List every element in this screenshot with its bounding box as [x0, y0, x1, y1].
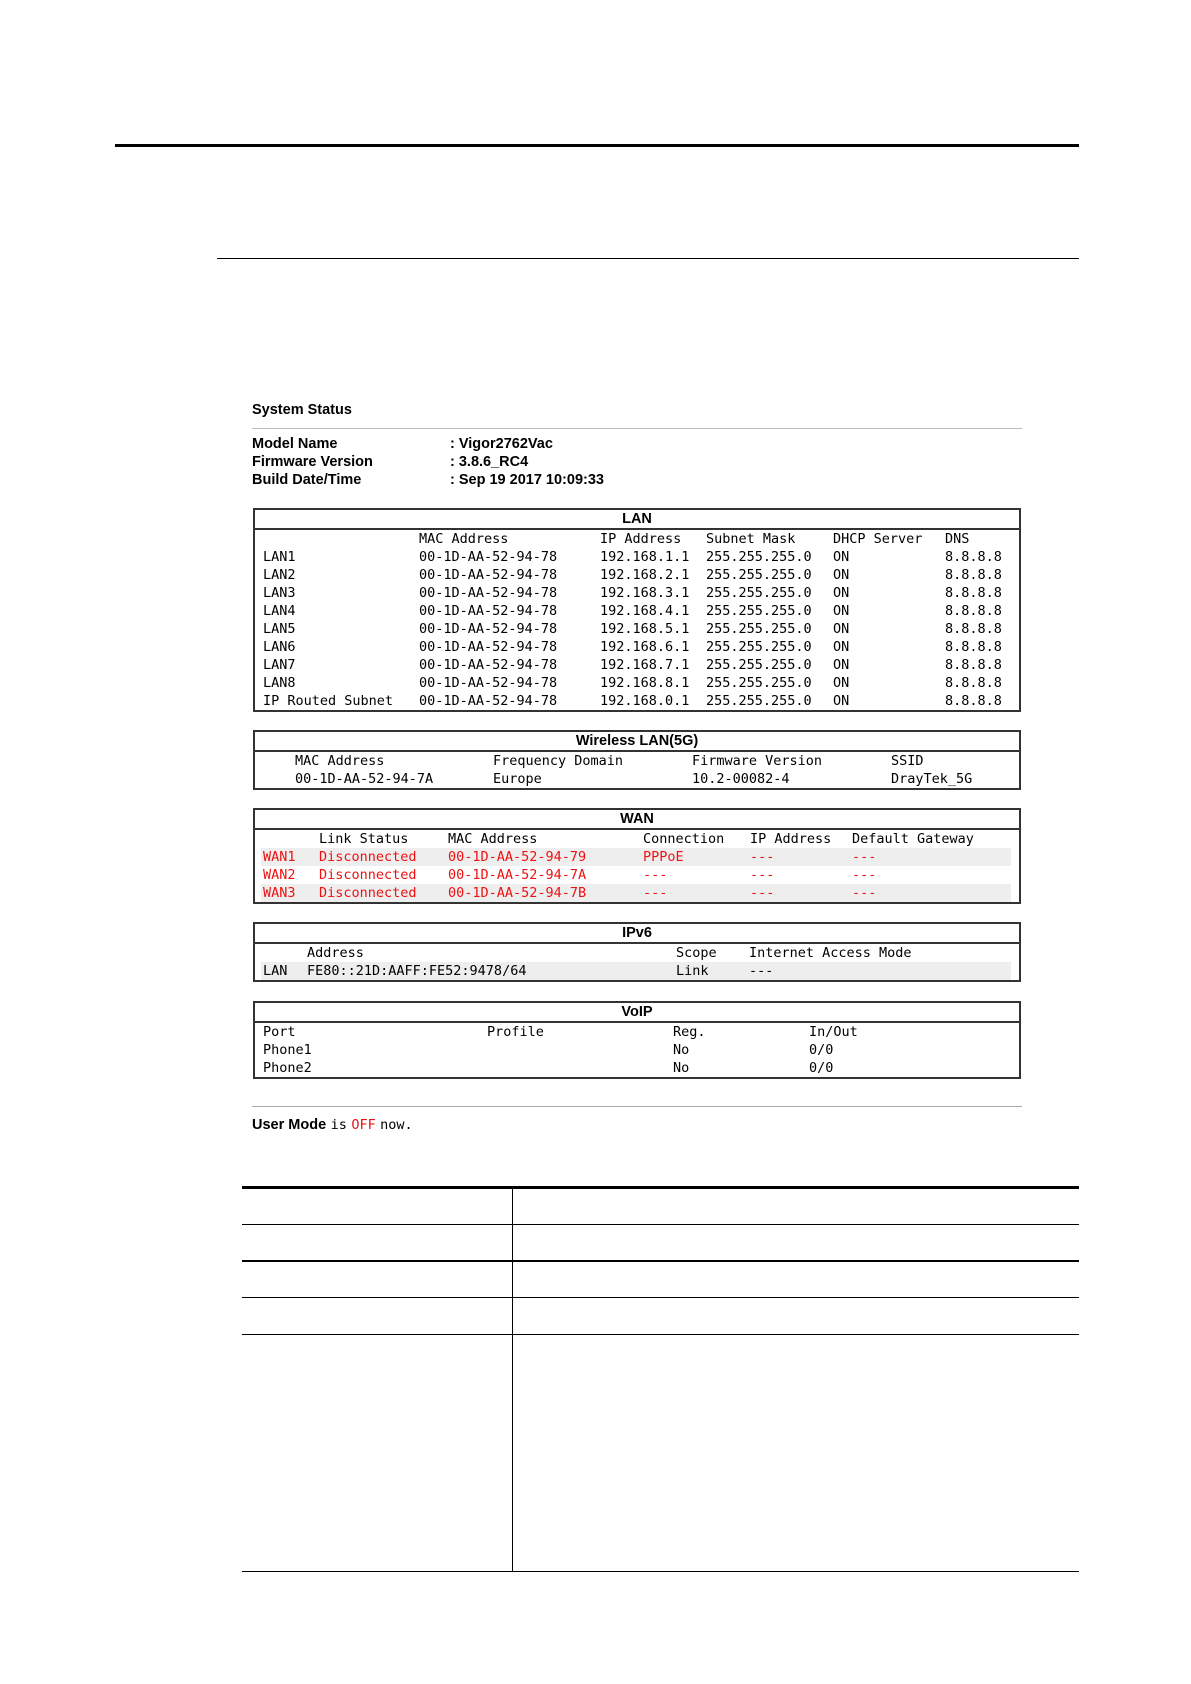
lan-name: LAN7 [263, 657, 296, 673]
wlan-header-ssid: SSID [891, 753, 924, 769]
voip-port: Phone1 [263, 1042, 312, 1058]
wan-header-link: Link Status [319, 831, 409, 847]
lan-ip: 192.168.1.1 [600, 549, 690, 565]
wlan-header-freq: Frequency Domain [493, 753, 624, 769]
ipv6-iface: LAN [263, 963, 288, 979]
lan-dhcp: ON [833, 639, 850, 655]
system-status-title: System Status [252, 402, 352, 418]
lan-mask: 255.255.255.0 [706, 585, 812, 601]
lan-dhcp: ON [833, 693, 850, 709]
voip-port: Phone2 [263, 1060, 312, 1076]
wlan-header-row [255, 752, 1019, 770]
user-mode-suffix: now. [380, 1117, 413, 1133]
lan-dns: 8.8.8.8 [945, 549, 1002, 565]
lan-dhcp: ON [833, 621, 850, 637]
wlan-ssid: DrayTek_5G [891, 771, 973, 787]
table-row [255, 692, 1019, 710]
table-row [255, 770, 1019, 788]
lan-header-row [255, 530, 1019, 548]
lan-name: LAN4 [263, 603, 296, 619]
lan-dns: 8.8.8.8 [945, 567, 1002, 583]
voip-reg: No [673, 1060, 690, 1076]
ipv6-mode: --- [749, 963, 774, 979]
lan-mac: 00-1D-AA-52-94-78 [419, 585, 558, 601]
table-row [261, 848, 1011, 866]
lan-dns: 8.8.8.8 [945, 639, 1002, 655]
ipv6-header-address: Address [307, 945, 364, 961]
table-row [255, 602, 1019, 620]
wan-gw: --- [852, 885, 877, 901]
wan-link: Disconnected [319, 867, 417, 883]
lan-mac: 00-1D-AA-52-94-78 [419, 549, 558, 565]
wan-mac: 00-1D-AA-52-94-7B [448, 885, 587, 901]
lan-name: LAN6 [263, 639, 296, 655]
wlan-mac: 00-1D-AA-52-94-7A [295, 771, 434, 787]
lan-dns: 8.8.8.8 [945, 585, 1002, 601]
lan-ip: 192.168.7.1 [600, 657, 690, 673]
lan-ip: 192.168.3.1 [600, 585, 690, 601]
voip-panel-title: VoIP [255, 1003, 1019, 1023]
table-rule [242, 1571, 1079, 1572]
voip-header-port: Port [263, 1024, 296, 1040]
wan-header-mac: MAC Address [448, 831, 538, 847]
lan-name: LAN2 [263, 567, 296, 583]
wan-header-ip: IP Address [750, 831, 832, 847]
lan-dhcp: ON [833, 603, 850, 619]
wan-header-conn: Connection [643, 831, 725, 847]
lan-dns: 8.8.8.8 [945, 693, 1002, 709]
table-rule [242, 1186, 1079, 1189]
wan-name: WAN2 [263, 867, 296, 883]
wan-ip: --- [750, 867, 775, 883]
table-row [255, 548, 1019, 566]
wan-ip: --- [750, 849, 775, 865]
wlan-panel [253, 730, 1021, 790]
lan-mask: 255.255.255.0 [706, 567, 812, 583]
lan-mac: 00-1D-AA-52-94-78 [419, 621, 558, 637]
lan-mac: 00-1D-AA-52-94-78 [419, 675, 558, 691]
ipv6-header-row [255, 944, 1019, 962]
lan-ip: 192.168.6.1 [600, 639, 690, 655]
table-row [255, 1041, 1019, 1059]
lan-dhcp: ON [833, 549, 850, 565]
user-mode-is: is [330, 1117, 347, 1133]
table-row [261, 884, 1011, 902]
info-label: Build Date/Time [252, 472, 362, 488]
voip-inout: 0/0 [809, 1060, 834, 1076]
lan-mask: 255.255.255.0 [706, 621, 812, 637]
lan-ip: 192.168.5.1 [600, 621, 690, 637]
voip-reg: No [673, 1042, 690, 1058]
lan-mac: 00-1D-AA-52-94-78 [419, 639, 558, 655]
lan-ip: 192.168.0.1 [600, 693, 690, 709]
wan-conn: --- [643, 867, 668, 883]
table-row [255, 620, 1019, 638]
table-rule [242, 1334, 1079, 1335]
lan-panel-title: LAN [255, 510, 1019, 530]
lan-mask: 255.255.255.0 [706, 675, 812, 691]
lan-dns: 8.8.8.8 [945, 675, 1002, 691]
ipv6-address: FE80::21D:AAFF:FE52:9478/64 [307, 963, 527, 979]
lan-mask: 255.255.255.0 [706, 657, 812, 673]
page-top-rule [115, 144, 1079, 147]
wlan-header-fw: Firmware Version [692, 753, 823, 769]
lan-mask: 255.255.255.0 [706, 693, 812, 709]
lan-mask: 255.255.255.0 [706, 603, 812, 619]
wan-conn: PPPoE [643, 849, 684, 865]
table-column-divider [512, 1186, 513, 1572]
user-mode-label: User Mode [252, 1117, 327, 1133]
lan-dhcp: ON [833, 567, 850, 583]
wan-name: WAN3 [263, 885, 296, 901]
info-label: Model Name [252, 436, 338, 452]
wan-ip: --- [750, 885, 775, 901]
wan-name: WAN1 [263, 849, 296, 865]
table-row [255, 656, 1019, 674]
table-row [255, 674, 1019, 692]
info-value: : Vigor2762Vac [450, 436, 553, 452]
voip-header-row [255, 1023, 1019, 1041]
user-mode-status [252, 1117, 413, 1133]
table-row [261, 962, 1011, 980]
table-rule [242, 1260, 1079, 1262]
lan-mac: 00-1D-AA-52-94-78 [419, 693, 558, 709]
wlan-freq: Europe [493, 771, 542, 787]
wlan-fw: 10.2-00082-4 [692, 771, 790, 787]
lan-mac: 00-1D-AA-52-94-78 [419, 603, 558, 619]
wan-mac: 00-1D-AA-52-94-79 [448, 849, 587, 865]
lan-ip: 192.168.4.1 [600, 603, 690, 619]
lan-dns: 8.8.8.8 [945, 657, 1002, 673]
wan-gw: --- [852, 849, 877, 865]
lan-header-mac: MAC Address [419, 531, 509, 547]
ipv6-scope: Link [676, 963, 709, 979]
voip-header-profile: Profile [487, 1024, 544, 1040]
voip-header-inout: In/Out [809, 1024, 858, 1040]
ipv6-header-scope: Scope [676, 945, 717, 961]
user-mode-divider [252, 1106, 1022, 1107]
wlan-header-mac: MAC Address [295, 753, 385, 769]
lan-header-dhcp: DHCP Server [833, 531, 923, 547]
ipv6-header-mode: Internet Access Mode [749, 945, 912, 961]
lan-mac: 00-1D-AA-52-94-78 [419, 657, 558, 673]
lan-header-mask: Subnet Mask [706, 531, 796, 547]
lan-name: IP Routed Subnet [263, 693, 394, 709]
wan-link: Disconnected [319, 885, 417, 901]
table-rule [242, 1297, 1079, 1298]
lan-dhcp: ON [833, 585, 850, 601]
lan-dhcp: ON [833, 675, 850, 691]
section-rule [217, 258, 1079, 259]
ipv6-panel [253, 922, 1021, 982]
wan-panel [253, 808, 1021, 904]
lan-panel [253, 508, 1021, 712]
lan-dns: 8.8.8.8 [945, 603, 1002, 619]
wan-link: Disconnected [319, 849, 417, 865]
lan-header-ip: IP Address [600, 531, 682, 547]
lan-mask: 255.255.255.0 [706, 549, 812, 565]
wan-panel-title: WAN [255, 810, 1019, 830]
lan-dns: 8.8.8.8 [945, 621, 1002, 637]
lan-name: LAN5 [263, 621, 296, 637]
lan-name: LAN8 [263, 675, 296, 691]
lan-dhcp: ON [833, 657, 850, 673]
lan-ip: 192.168.8.1 [600, 675, 690, 691]
info-value: : Sep 19 2017 10:09:33 [450, 472, 604, 488]
lan-name: LAN1 [263, 549, 296, 565]
user-mode-state: OFF [351, 1117, 376, 1133]
info-value: : 3.8.6_RC4 [450, 454, 529, 470]
wan-mac: 00-1D-AA-52-94-7A [448, 867, 587, 883]
info-label: Firmware Version [252, 454, 373, 470]
wan-header-row [255, 830, 1019, 848]
wan-header-gw: Default Gateway [852, 831, 974, 847]
wlan-panel-title: Wireless LAN(5G) [255, 732, 1019, 752]
system-status-divider [252, 428, 1022, 429]
table-row [255, 584, 1019, 602]
lan-mask: 255.255.255.0 [706, 639, 812, 655]
lan-ip: 192.168.2.1 [600, 567, 690, 583]
voip-header-reg: Reg. [673, 1024, 706, 1040]
wan-conn: --- [643, 885, 668, 901]
lan-mac: 00-1D-AA-52-94-78 [419, 567, 558, 583]
table-row [255, 1059, 1019, 1077]
table-row [255, 566, 1019, 584]
voip-panel [253, 1001, 1021, 1079]
lan-name: LAN3 [263, 585, 296, 601]
table-row [255, 638, 1019, 656]
ipv6-panel-title: IPv6 [255, 924, 1019, 944]
voip-inout: 0/0 [809, 1042, 834, 1058]
lan-header-dns: DNS [945, 531, 970, 547]
table-row [261, 866, 1011, 884]
table-rule [242, 1224, 1079, 1225]
wan-gw: --- [852, 867, 877, 883]
